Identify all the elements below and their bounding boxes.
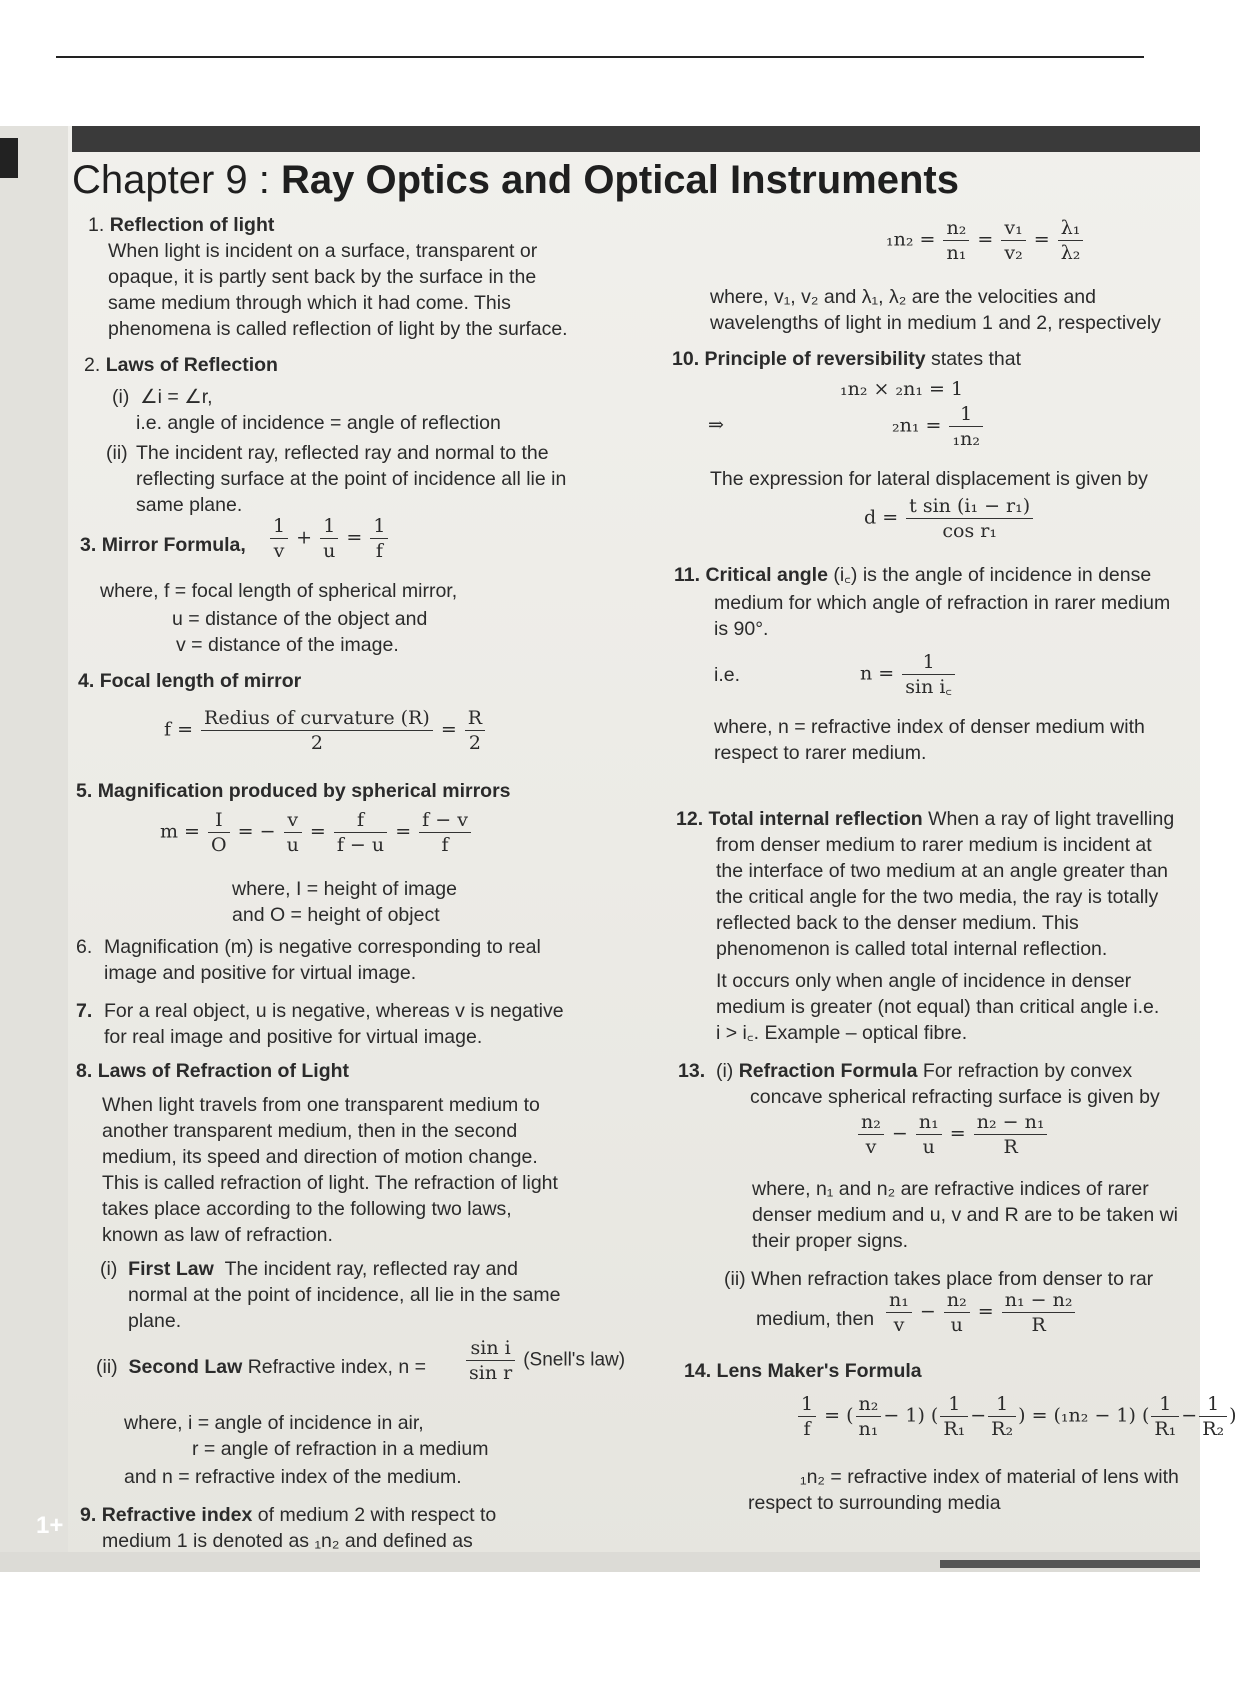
magnification-formula: m = $\frac{I}{O}$ = − $\frac{v}{u}$ = $\frac{f}{f - u}$ = $\frac{f - v}{f}$ [160, 808, 473, 857]
section-3-where: where, f = focal length of spherical mirror, [100, 580, 458, 602]
section-2-item-i: (i) ∠i = ∠r, [112, 386, 213, 408]
section-14-heading: 14. Lens Maker's Formula [684, 1360, 922, 1382]
chapter-name: Ray Optics and Optical Instruments [281, 158, 959, 202]
section-9-line: medium 1 is denoted as ₁n₂ and defined as [102, 1530, 473, 1552]
left-margin-strip [0, 126, 68, 1572]
section-14-line: respect to surrounding media [748, 1492, 1001, 1514]
section-12-line: medium is greater (not equal) than critical angle i.e. [716, 996, 1160, 1018]
section-11-ie: i.e. [714, 664, 741, 686]
section-8-line: known as law of refraction. [102, 1224, 333, 1246]
section-1-line: opaque, it is partly sent back by the surface in the [108, 266, 537, 288]
section-12-line: from denser medium to rarer medium is incident at [716, 834, 1152, 856]
refractive-index-where: wavelengths of light in medium 1 and 2, respectively [710, 312, 1161, 334]
section-2-item-ii-label: (ii) [106, 442, 128, 464]
section-13-line: concave spherical refracting surface is given by [750, 1086, 1160, 1108]
section-8-line: medium, its speed and direction of motion change. [102, 1146, 538, 1168]
section-2-item-i-text: i.e. angle of incidence = angle of reflection [136, 412, 501, 434]
section-5-where: and O = height of object [232, 904, 440, 926]
section-7-line: for real image and positive for virtual image. [104, 1026, 483, 1048]
section-8-line: When light travels from one transparent medium to [102, 1094, 540, 1116]
refractive-index-where: where, v₁, v₂ and λ₁, λ₂ are the velocities and [710, 286, 1096, 308]
chapter-title [72, 158, 959, 203]
lens-makers-formula: $\frac{1}{f}$ = ( $\frac{\text{n₂}}{\text{n₁}}$ − 1) ( $\frac{1}{\text{R₁}}$ − $\frac{1}{\text{R₂}}$ ) = (₁n₂ − 1) ( $\frac{1}{\text{R₁}}$ − $\frac{1}{\text{R₂}}$ ) [796, 1392, 1237, 1441]
bottom-dark-band [940, 1560, 1200, 1568]
section-13-where: where, n₁ and n₂ are refractive indices of rarer [752, 1178, 1149, 1200]
section-8-line: This is called refraction of light. The refraction of light [102, 1172, 558, 1194]
first-law-line: normal at the point of incidence, all lie in the same [128, 1284, 561, 1306]
section-12-line: It occurs only when angle of incidence in denser [716, 970, 1132, 992]
section-2-item-ii-line: reflecting surface at the point of incidence all lie in [136, 468, 567, 490]
section-11-line: is 90°. [714, 618, 769, 640]
section-11-where: respect to rarer medium. [714, 742, 927, 764]
section-11-line: medium for which angle of refraction in rarer medium [714, 592, 1171, 614]
section-11-heading: 11. Critical angle (i꜀) is the angle of incidence in dense [674, 564, 1152, 586]
section-6-num: 6. [76, 936, 93, 958]
section-12-line: phenomenon is called total internal reflection. [716, 938, 1108, 960]
section-1-line: same medium through which it had come. This [108, 292, 511, 314]
section-5-where: where, I = height of image [232, 878, 457, 900]
section-13-heading: 13. (i) Refraction Formula For refraction by convex [678, 1060, 1133, 1082]
section-13-ii-line: medium, then [756, 1308, 875, 1330]
mirror-formula: $\frac{1}{v}$ + $\frac{1}{u}$ = $\frac{1}{f}$ [268, 514, 390, 563]
critical-angle-formula: n = $\frac{1}{\text{sin i꜀}}$ [860, 650, 957, 699]
section-6-line: Magnification (m) is negative corresponding to real [104, 936, 541, 958]
section-2-heading: 2. Laws of Reflection [84, 354, 278, 376]
refraction-formula: $\frac{\text{n₂}}{v}$ − $\frac{\text{n₁}}{u}$ = $\frac{\text{n₂ − n₁}}{R}$ [856, 1110, 1049, 1159]
section-8-line: another transparent medium, then in the second [102, 1120, 518, 1142]
section-11-where: where, n = refractive index of denser medium with [714, 716, 1145, 738]
section-3-where: u = distance of the object and [172, 608, 428, 630]
lateral-displacement-text: The expression for lateral displacement is given by [710, 468, 1148, 490]
section-9-heading: 9. Refractive index of medium 2 with respect to [80, 1504, 497, 1526]
section-1-heading: 1. Reflection of light [88, 214, 275, 236]
section-3-heading: 3. Mirror Formula, [80, 534, 246, 556]
section-13-where: denser medium and u, v and R are to be taken wi [752, 1204, 1178, 1226]
implies-arrow: ⇒ [708, 414, 724, 436]
section-7-line: For a real object, u is negative, whereas v is negative [104, 1000, 564, 1022]
section-12-heading: 12. Total internal reflection When a ray of light travelling [676, 808, 1175, 830]
page-tab [0, 138, 18, 178]
section-12-line: reflected back to the denser medium. This [716, 912, 1079, 934]
section-4-heading: 4. Focal length of mirror [78, 670, 302, 692]
section-12-line: the interface of two medium at an angle greater than [716, 860, 1169, 882]
section-1-line: phenomena is called reflection of light by the surface. [108, 318, 568, 340]
top-rule [56, 56, 1144, 58]
chapter-label: Chapter 9 : [72, 158, 270, 202]
section-1-line: When light is incident on a surface, transparent or [108, 240, 538, 262]
section-8-line: takes place according to the following two laws, [102, 1198, 512, 1220]
denser-to-rarer-formula: $\frac{\text{n₁}}{v}$ − $\frac{\text{n₂}}{u}$ = $\frac{\text{n₁ − n₂}}{R}$ [884, 1288, 1077, 1337]
section-2-item-ii-line: The incident ray, reflected ray and normal to the [136, 442, 549, 464]
second-law-where: where, i = angle of incidence in air, [124, 1412, 424, 1434]
first-law-line: plane. [128, 1310, 182, 1332]
section-13-ii: (ii) When refraction takes place from denser to rar [724, 1268, 1154, 1290]
header-band [72, 126, 1200, 152]
section-12-line: i > i꜀. Example – optical fibre. [716, 1022, 968, 1044]
second-law: (ii) Second Law Refractive index, n = [96, 1356, 427, 1378]
refractive-index-formula: ₁n₂ = $\frac{\text{n₂}}{\text{n₁}}$ = $\frac{\text{v₁}}{\text{v₂}}$ = $\frac{\text{λ₁}}{\text{λ₂}}$ [886, 216, 1085, 265]
section-6-line: image and positive for virtual image. [104, 962, 417, 984]
section-7-num: 7. [76, 1000, 93, 1022]
section-14-line: ₁n₂ = refractive index of material of lens with [800, 1466, 1179, 1488]
section-12-line: the critical angle for the two media, the ray is totally [716, 886, 1159, 908]
section-8-heading: 8. Laws of Refraction of Light [76, 1060, 350, 1082]
second-law-where: r = angle of refraction in a medium [192, 1438, 489, 1460]
second-law-where: and n = refractive index of the medium. [124, 1466, 462, 1488]
section-10-heading: 10. Principle of reversibility states that [672, 348, 1022, 370]
lateral-displacement-formula: d = $\frac{\text{t sin (i₁ − r₁)}}{\text{cos r₁}}$ [864, 494, 1035, 543]
reversibility-equation: ₁n₂ × ₂n₁ = 1 [840, 378, 964, 400]
section-13-where: their proper signs. [752, 1230, 909, 1252]
page-badge: 1+ [36, 1512, 64, 1539]
section-2-item-ii-line: same plane. [136, 494, 243, 516]
first-law: (i) First Law The incident ray, reflected ray and [100, 1258, 519, 1280]
snells-law-formula: $\frac{\text{sin i}}{\text{sin r}}$ (Snell's law) [464, 1336, 625, 1385]
section-3-where: v = distance of the image. [176, 634, 399, 656]
reversibility-inverse: ₂n₁ = $\frac{1}{\text{₁n₂}}$ [892, 402, 985, 451]
focal-length-formula: f = $\frac{\text{Redius of curvature (R)}}{2}$ = $\frac{R}{2}$ [164, 706, 487, 755]
section-5-heading: 5. Magnification produced by spherical mirrors [76, 780, 511, 802]
